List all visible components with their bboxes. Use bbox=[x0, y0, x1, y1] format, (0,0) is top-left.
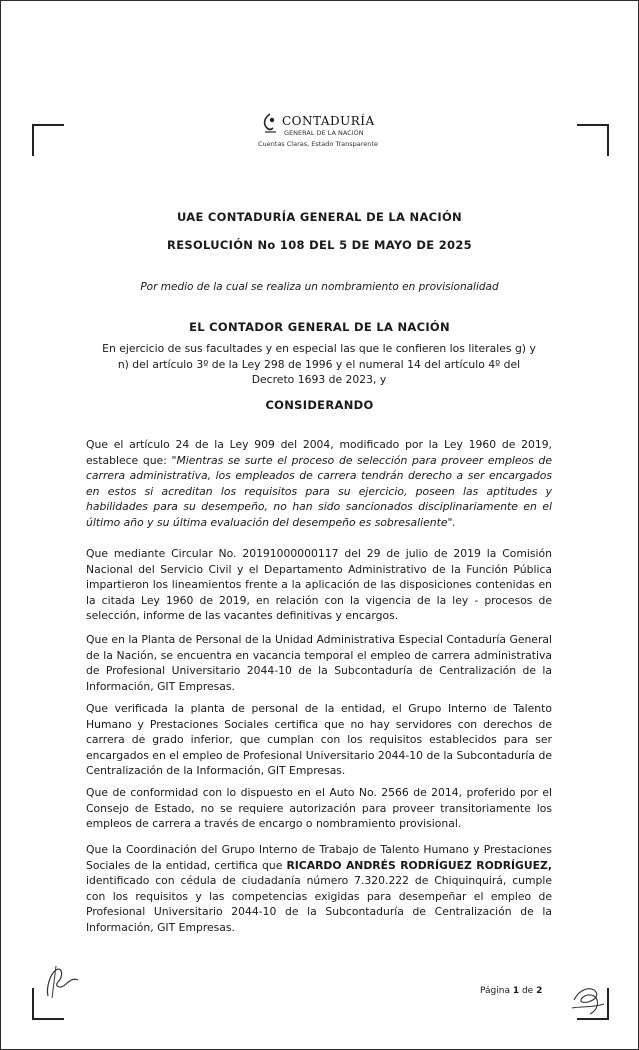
paragraph-4: Que verificada la planta de personal de la entidad, el Grupo Interno de Talento Humano y Prestaciones Sociales certifica que no hay servidores con derechos de carrera de grado inferior, que cumplan con los requisitos establecidos para ser encargados en el empleo de Profesional Universitario 2044-10 de la Subcontaduría de Centralización de la Información, GIT Empresas. bbox=[86, 702, 552, 777]
authority-title: EL CONTADOR GENERAL DE LA NACIÓN bbox=[189, 320, 450, 334]
signature-left bbox=[44, 958, 84, 1000]
page-total: 2 bbox=[536, 986, 543, 996]
resolution-title: RESOLUCIÓN No 108 DEL 5 DE MAYO DE 2025 bbox=[167, 238, 472, 252]
page-label: Página bbox=[480, 986, 513, 996]
page-number bbox=[480, 986, 542, 996]
logo-subtitle: GENERAL DE LA NACIÓN bbox=[284, 129, 364, 137]
corner-mark-top-right bbox=[577, 124, 609, 156]
paragraph-6-text-b: identificado con cédula de ciudadanía número 7.320.222 de Chiquinquirá, cumple con los requisitos y las competencias exigidas para desempeñar el empleo de Profesional Universitario 2044-10 de la Subcontaduría de Centralización de la Información, GIT Empresas. bbox=[86, 874, 552, 934]
paragraph-5: Que de conformidad con lo dispuesto en el Auto No. 2566 de 2014, proferido por el Consejo de Estado, no se requiere autorización para proveer transitoriamente los empleos de carrera a través de encargo o nombramiento provisional. bbox=[86, 786, 552, 830]
considering-title: CONSIDERANDO bbox=[265, 398, 374, 412]
resolution-purpose: Por medio de la cual se realiza un nombramiento en provisionalidad bbox=[140, 281, 499, 293]
paragraph-1 bbox=[86, 437, 552, 530]
signature-right bbox=[568, 978, 608, 1022]
paragraph-1-quote: "Mientras se surte el proceso de selección para proveer empleos de carrera administrativa, los empleados de carrera tendrán derecho a ser encargados en estos si acreditan los requisitos para su ejercicio, poseen las aptitudes y habilidades para su desempeño, no han sido sancionados disciplinariamente en el último año y su última evaluación del desempeño es sobresaliente". bbox=[86, 453, 552, 529]
paragraph-1-intro: Que el artículo 24 de la Ley 909 del 2004, modificado por la Ley 1960 de 2019, establece que: bbox=[86, 438, 552, 467]
paragraph-6-text-a: Que la Coordinación del Grupo Interno de Trabajo de Talento Humano y Prestaciones Sociales de la entidad, certifica que bbox=[86, 843, 552, 872]
corner-mark-top-left bbox=[32, 124, 64, 156]
authority-text: En ejercicio de sus facultades y en especial las que le confieren los literales g) y n) del artículo 3º de la Ley 298 de 1996 y el numeral 14 del artículo 4º del Decreto 1693 de 2023, y bbox=[102, 342, 536, 386]
entity-title: UAE CONTADURÍA GENERAL DE LA NACIÓN bbox=[176, 210, 462, 224]
logo bbox=[258, 112, 388, 152]
page-current: 1 bbox=[512, 986, 520, 996]
page-of-label: de bbox=[519, 986, 537, 996]
paragraph-6-name: RICARDO ANDRÉS RODRÍGUEZ RODRÍGUEZ, bbox=[286, 858, 552, 872]
paragraph-6 bbox=[86, 842, 552, 935]
logo-title: CONTADURÍA bbox=[282, 114, 375, 128]
logo-tagline: Cuentas Claras, Estado Transparente bbox=[258, 140, 378, 148]
paragraph-3: Que en la Planta de Personal de la Unidad Administrativa Especial Contaduría General de la Nación, se encuentra en vacancia temporal el empleo de carrera administrativa de Profesional Universitario 2044-10 de la Subcontaduría de Centralización de la Información, GIT Empresas. bbox=[86, 633, 552, 693]
logo-emblem-icon bbox=[258, 112, 282, 138]
paragraph-2: Que mediante Circular No. 20191000000117 del 29 de julio de 2019 la Comisión Nacional del Servicio Civil y el Departamento Administrativo de la Función Pública impartieron los lineamientos frente a la aplicación de las disposiciones contenidas en la citada Ley 1960 de 2019, en relación con la vigencia de la ley - procesos de selección, informe de las vacantes definitivas y encargos. bbox=[86, 547, 552, 622]
